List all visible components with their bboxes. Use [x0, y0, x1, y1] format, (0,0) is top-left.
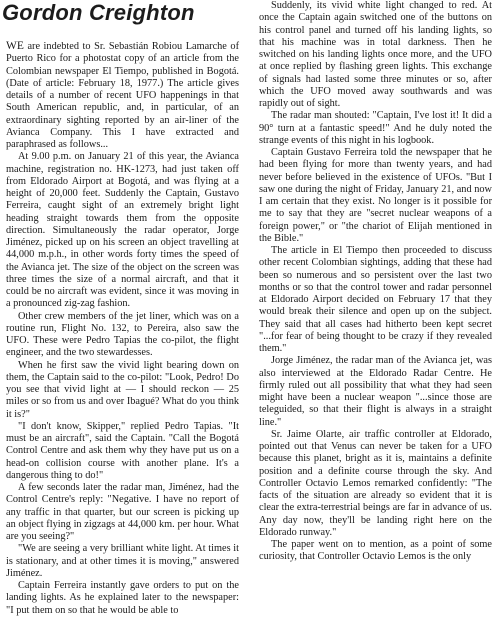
- paragraph: At 9.00 p.m. on January 21 of this year, the Avianca machine, registration no. HK-1273, had just taken off from Eldorado Airport at Bogotá, and was flying at a height of 20,000 feet. Suddenly the Captain, Gustavo Ferreira, caught sight of an extremely bright light heading straight towards them from the opposite direction. Simultaneously the radar operator, Jorge Jiménez, picked up on his screen an object travelling at 44,000 m.p.h., in other words forty times the speed of the Avianca jet. The size of the object on the screen was three times the size of a normal aircraft, and that it could be no aircraft was evident, since it was moving in a pronounced zig-zag fashion.: [6, 151, 239, 310]
- article-column-right: [259, 0, 492, 564]
- paragraph-text: are indebted to Sr. Sebastián Robiou Lamarche of Puerto Rico for a photostat copy of an article from the Colombian newspaper El Tiempo, published in Bogotá. (Date of article: February 18, 1977.) The article gives details of a number of recent UFO happenings in that South American republic, and, in particular, of an extraordinary sighting reported by an air-liner of the Avianca Company. This I have extracted and paraphrased as follows...: [6, 41, 239, 150]
- article-column-left: [6, 40, 239, 617]
- paragraph: Suddenly, its vivid white light changed to red. At once the Captain again switched one of the buttons on his control panel and turned off his landing lights, so that his machine was in total darkness. Then he switched on his landing lights once more, and the UFO at once replied by flashing green lights. This exchange of signals had lasted some three minutes or so, after which the UFO moved away southwards and was rapidly out of sight.: [259, 0, 492, 109]
- paragraph: "We are seeing a very brilliant white light. At times it is stationary, and at other times it is moving," answered Jiménez.: [6, 543, 239, 579]
- paragraph: Sr. Jaime Olarte, air traffic controller at Eldorado, pointed out that Venus can never be taken for a UFO because this planet, bright as it is, maintains a definite position and a definite course through the sky. And Controller Octavio Lemos remarked confidently: "The facts of the situation are already so evident that it is clear the extra-terrestrial beings are far in advance of us. Any day now, they'll be landing right here on the Eldorado runway.": [259, 428, 492, 538]
- paragraph: [6, 40, 239, 151]
- paragraph: Captain Ferreira instantly gave orders to put on the landing lights. As he explained later to the newspaper: "I put them on so that he would be able to: [6, 580, 239, 616]
- paragraph: Other crew members of the jet liner, which was on a routine run, Flight No. 132, to Pereira, also saw the UFO. These were Pedro Tapias the co-pilot, the flight engineer, and the two stewardesses.: [6, 310, 239, 359]
- paragraph: When he first saw the vivid light bearing down on them, the Captain said to the co-pilot: "Look, Pedro! Do you see that vivid light at — I should reckon — 25 miles or so from us and over Ibagué? What do you think it is?": [6, 359, 239, 420]
- paragraph: The paper went on to mention, as a point of some curiosity, that Controller Octavio Lemos is the only: [259, 539, 492, 563]
- paragraph: Jorge Jiménez, the radar man of the Avianca jet, was also interviewed at the Eldorado Radar Centre. He firmly ruled out all possibility that what they had seen might have been a nuclear weapon "...since those are teleguided, so that their flight is always in a straight line.": [259, 355, 492, 428]
- paragraph: "I don't know, Skipper," replied Pedro Tapias. "It must be an aircraft", said the Captain. "Call the Bogotá Control Centre and ask them why they have put us on a head-on collision course with another plane. It's a dangerous thing to do!": [6, 420, 239, 481]
- lead-letters: WE: [6, 40, 24, 52]
- paragraph: Captain Gustavo Ferreira told the newspaper that he had been flying for more than twenty years, and had never before believed in the existence of UFOs. "But I saw one during the night of Friday, January 21, and now I am certain that they exist. No longer is it possible for me to say that they are "secret nuclear weapons of a foreign power," or "the chariot of Elijah mentioned in the Bible.": [259, 147, 492, 244]
- byline: Gordon Creighton: [2, 0, 195, 25]
- paragraph: The article in El Tiempo then proceeded to discuss other recent Colombian sightings, adding that these had been so numerous and so persistent over the last two months or so that the control tower and radar personnel at Eldorado Airport decided on February 17 that they would break their silence and open up on the subject. They said that all cases had hitherto been kept secret "...for fear of being thought to be crazy if they revealed them.": [259, 245, 492, 354]
- paragraph: A few seconds later the radar man, Jiménez, had the Control Centre's reply: "Negative. I have no report of any traffic in that quarter, but our screen is picking up an object flying in zigzags at 44,000 km. per hour. What are you seeing?": [6, 482, 239, 542]
- paragraph: The radar man shouted: "Captain, I've lost it! It did a 90° turn at a fantastic speed!" And he duly noted the strange events of this night in his logbook.: [259, 110, 492, 146]
